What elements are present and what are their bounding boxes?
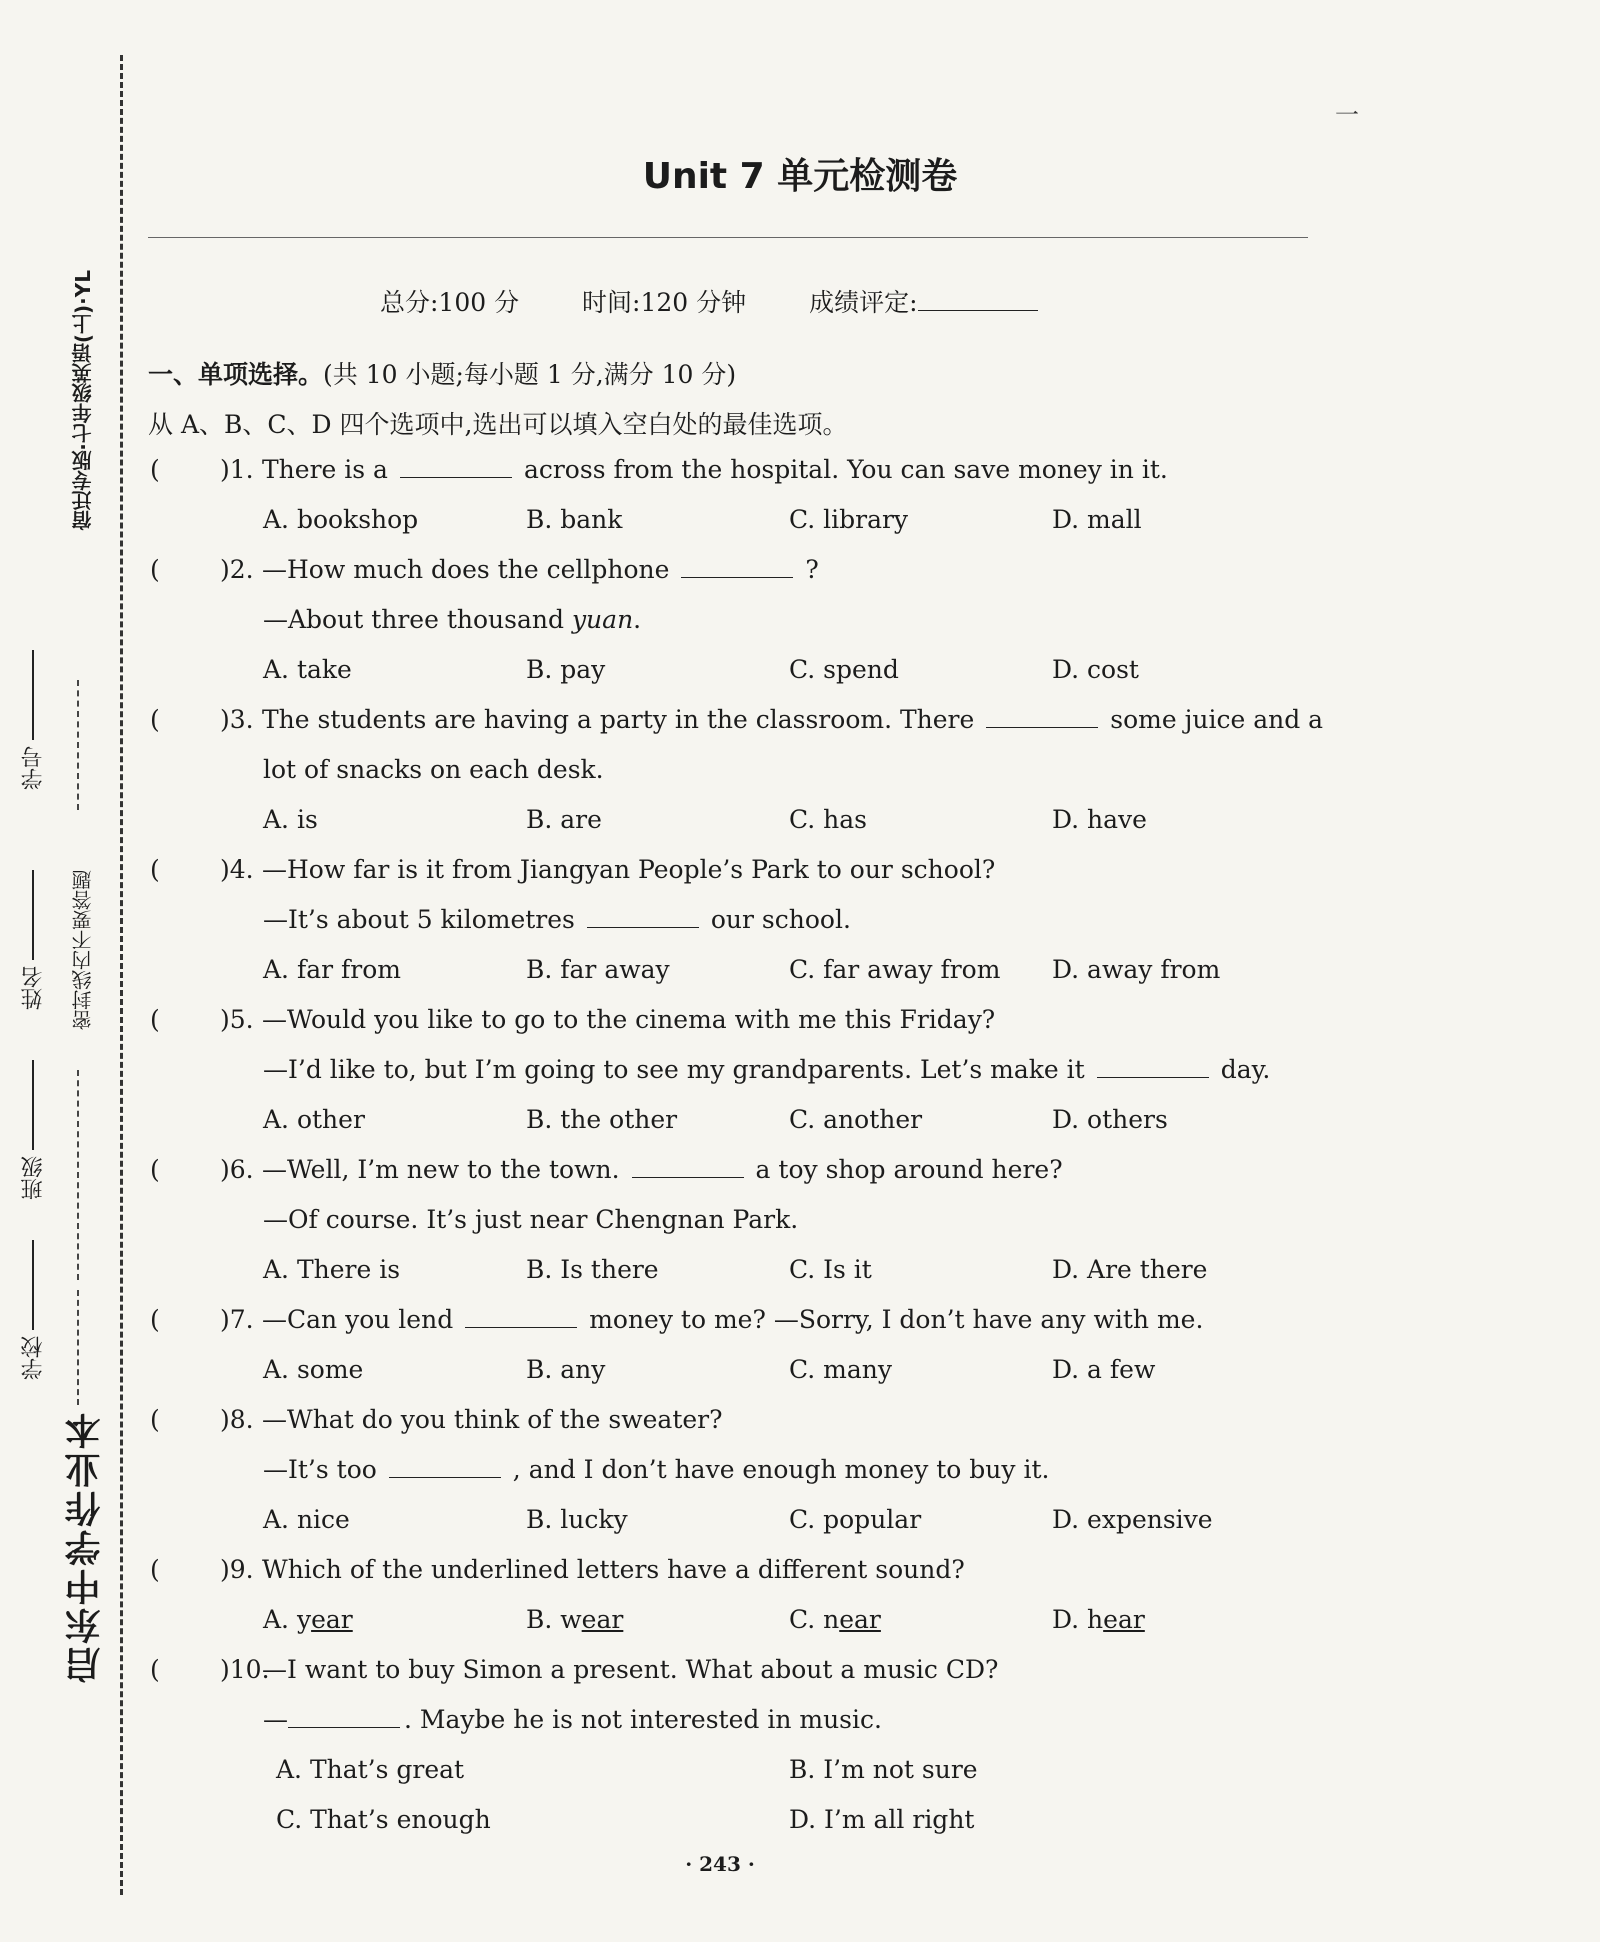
question-3: ( )3. The students are having a party in the classroom. There some juice and a (150, 705, 1324, 734)
time-limit: 时间:120 分钟 (582, 288, 747, 317)
seal-dash-lower (77, 1070, 79, 1280)
answer-blank[interactable] (389, 1459, 501, 1478)
answer-blank[interactable] (632, 1159, 744, 1178)
option-B[interactable]: B. are (526, 805, 602, 834)
seal-dash-middle (77, 680, 79, 810)
question-6: ( )6. —Well, I’m new to the town. a toy shop around here? (150, 1155, 1063, 1184)
option-D[interactable]: D. have (1052, 805, 1147, 834)
seal-cut-line (120, 55, 123, 1895)
question-number: )4. (220, 855, 254, 884)
name-label: 姓名 (21, 966, 46, 1010)
question-number: )7. (220, 1305, 254, 1334)
question-5: ( )5. —Would you like to go to the cinema with me this Friday? (150, 1005, 996, 1034)
option-C[interactable]: C. That’s enough (276, 1805, 491, 1834)
score-info (380, 283, 1038, 319)
question-6-line: —Of course. It’s just near Chengnan Park. (263, 1205, 799, 1234)
option-D[interactable]: D. I’m all right (789, 1805, 975, 1834)
question-10: ( )10.—I want to buy Simon a present. What about a music CD? (150, 1655, 999, 1684)
question-number: )3. (220, 705, 254, 734)
question-number: )1. (220, 455, 254, 484)
question-10-line: — . Maybe he is not interested in music. (263, 1705, 882, 1734)
class-label: 班级 (21, 1156, 46, 1200)
question-number: )5. (220, 1005, 254, 1034)
question-number: )2. (220, 555, 254, 584)
answer-blank[interactable] (587, 909, 699, 928)
option-C[interactable]: C. near (789, 1605, 881, 1634)
option-A[interactable]: A. That’s great (276, 1755, 465, 1784)
option-D[interactable]: D. away from (1052, 955, 1221, 984)
option-D[interactable]: D. mall (1052, 505, 1142, 534)
section-heading: 一、单项选择。(共 10 小题;每小题 1 分,满分 10 分) (148, 360, 737, 389)
option-A[interactable]: A. There is (263, 1255, 401, 1284)
question-number: )8. (220, 1405, 254, 1434)
option-A[interactable]: A. bookshop (263, 505, 419, 534)
answer-paren[interactable]: ( (150, 1005, 160, 1034)
page-title: Unit 7 单元检测卷 (642, 156, 958, 197)
option-A[interactable]: A. other (263, 1105, 365, 1134)
answer-blank[interactable] (465, 1309, 577, 1328)
answer-paren[interactable]: ( (150, 1655, 160, 1684)
question-3-line: lot of snacks on each desk. (263, 755, 604, 784)
option-B[interactable]: B. the other (526, 1105, 678, 1134)
option-C[interactable]: C. has (789, 805, 867, 834)
grade-blank[interactable] (918, 310, 1038, 311)
question-9: ( )9. Which of the underlined letters have a different sound? (150, 1555, 965, 1584)
option-B[interactable]: B. wear (526, 1605, 624, 1634)
page-number: · 243 · (685, 1852, 755, 1876)
answer-paren[interactable]: ( (150, 705, 160, 734)
option-C[interactable]: C. spend (789, 655, 899, 684)
option-D[interactable]: D. others (1052, 1105, 1168, 1134)
option-A[interactable]: A. year (263, 1605, 353, 1634)
question-7: ( )7. —Can you lend money to me? —Sorry, I don’t have any with me. (150, 1305, 1204, 1334)
question-2-line: —About three thousand yuan. (263, 605, 642, 634)
option-B[interactable]: B. Is there (526, 1255, 659, 1284)
seal-notice: 密封线内不要答题 (71, 870, 95, 1030)
option-A[interactable]: A. far from (263, 955, 401, 984)
student-id-label: 学号 (21, 746, 46, 790)
question-4: ( )4. —How far is it from Jiangyan People’s Park to our school? (150, 855, 996, 884)
title-divider (148, 237, 1308, 238)
option-B[interactable]: B. lucky (526, 1505, 628, 1534)
next-page-edge: 一 (1335, 101, 1359, 129)
question-2: ( )2. —How much does the cellphone ? (150, 555, 819, 584)
option-C[interactable]: C. many (789, 1355, 892, 1384)
option-B[interactable]: B. I’m not sure (789, 1755, 978, 1784)
option-D[interactable]: D. Are there (1052, 1255, 1208, 1284)
book-name: 启东中学作业本 (65, 1410, 106, 1683)
answer-paren[interactable]: ( (150, 1405, 160, 1434)
question-number: )6. (220, 1155, 254, 1184)
student-id-field[interactable] (18, 650, 49, 790)
option-A[interactable]: A. nice (263, 1505, 350, 1534)
school-field[interactable] (18, 1240, 49, 1380)
option-D[interactable]: D. a few (1052, 1355, 1156, 1384)
answer-paren[interactable]: ( (150, 1305, 160, 1334)
answer-blank[interactable] (400, 459, 512, 478)
option-C[interactable]: C. far away from (789, 955, 1001, 984)
option-B[interactable]: B. pay (526, 655, 606, 684)
option-D[interactable]: D. hear (1052, 1605, 1145, 1634)
seal-dash-upper (77, 1290, 79, 1405)
name-field[interactable] (18, 870, 49, 1010)
answer-paren[interactable]: ( (150, 1155, 160, 1184)
answer-paren[interactable]: ( (150, 555, 160, 584)
school-label: 学校 (21, 1336, 46, 1380)
answer-blank[interactable] (681, 559, 793, 578)
question-number: )10. (220, 1655, 270, 1684)
answer-blank[interactable] (986, 709, 1098, 728)
option-C[interactable]: C. popular (789, 1505, 922, 1534)
grade-label: 成绩评定: (809, 288, 918, 317)
class-field[interactable] (18, 1060, 49, 1200)
question-5-line: —I’d like to, but I’m going to see my grandparents. Let’s make it day. (263, 1055, 1271, 1084)
question-number: )9. (220, 1555, 254, 1584)
option-A[interactable]: A. take (263, 655, 352, 684)
option-A[interactable]: A. is (263, 805, 318, 834)
option-C[interactable]: C. Is it (789, 1255, 872, 1284)
option-A[interactable]: A. some (263, 1355, 364, 1384)
question-8: ( )8. —What do you think of the sweater? (150, 1405, 723, 1434)
option-D[interactable]: D. expensive (1052, 1505, 1213, 1534)
answer-paren[interactable]: ( (150, 855, 160, 884)
option-B[interactable]: B. any (526, 1355, 606, 1384)
question-4-line: —It’s about 5 kilometres our school. (263, 905, 851, 934)
answer-blank[interactable] (1097, 1059, 1209, 1078)
option-B[interactable]: B. far away (526, 955, 670, 984)
answer-paren[interactable]: ( (150, 455, 160, 484)
question-1: ( )1. There is a across from the hospital. You can save money in it. (150, 455, 1168, 484)
section-instruction: 从 A、B、C、D 四个选项中,选出可以填入空白处的最佳选项。 (148, 410, 848, 439)
option-D[interactable]: D. cost (1052, 655, 1139, 684)
answer-blank[interactable] (288, 1709, 400, 1728)
question-8-line: —It’s too , and I don’t have enough money to buy it. (263, 1455, 1050, 1484)
book-series: 宿迁专版·七年级英语(上)·YL (71, 270, 95, 531)
option-C[interactable]: C. another (789, 1105, 923, 1134)
total-score: 总分:100 分 (380, 288, 520, 317)
answer-paren[interactable]: ( (150, 1555, 160, 1584)
option-C[interactable]: C. library (789, 505, 909, 534)
option-B[interactable]: B. bank (526, 505, 623, 534)
